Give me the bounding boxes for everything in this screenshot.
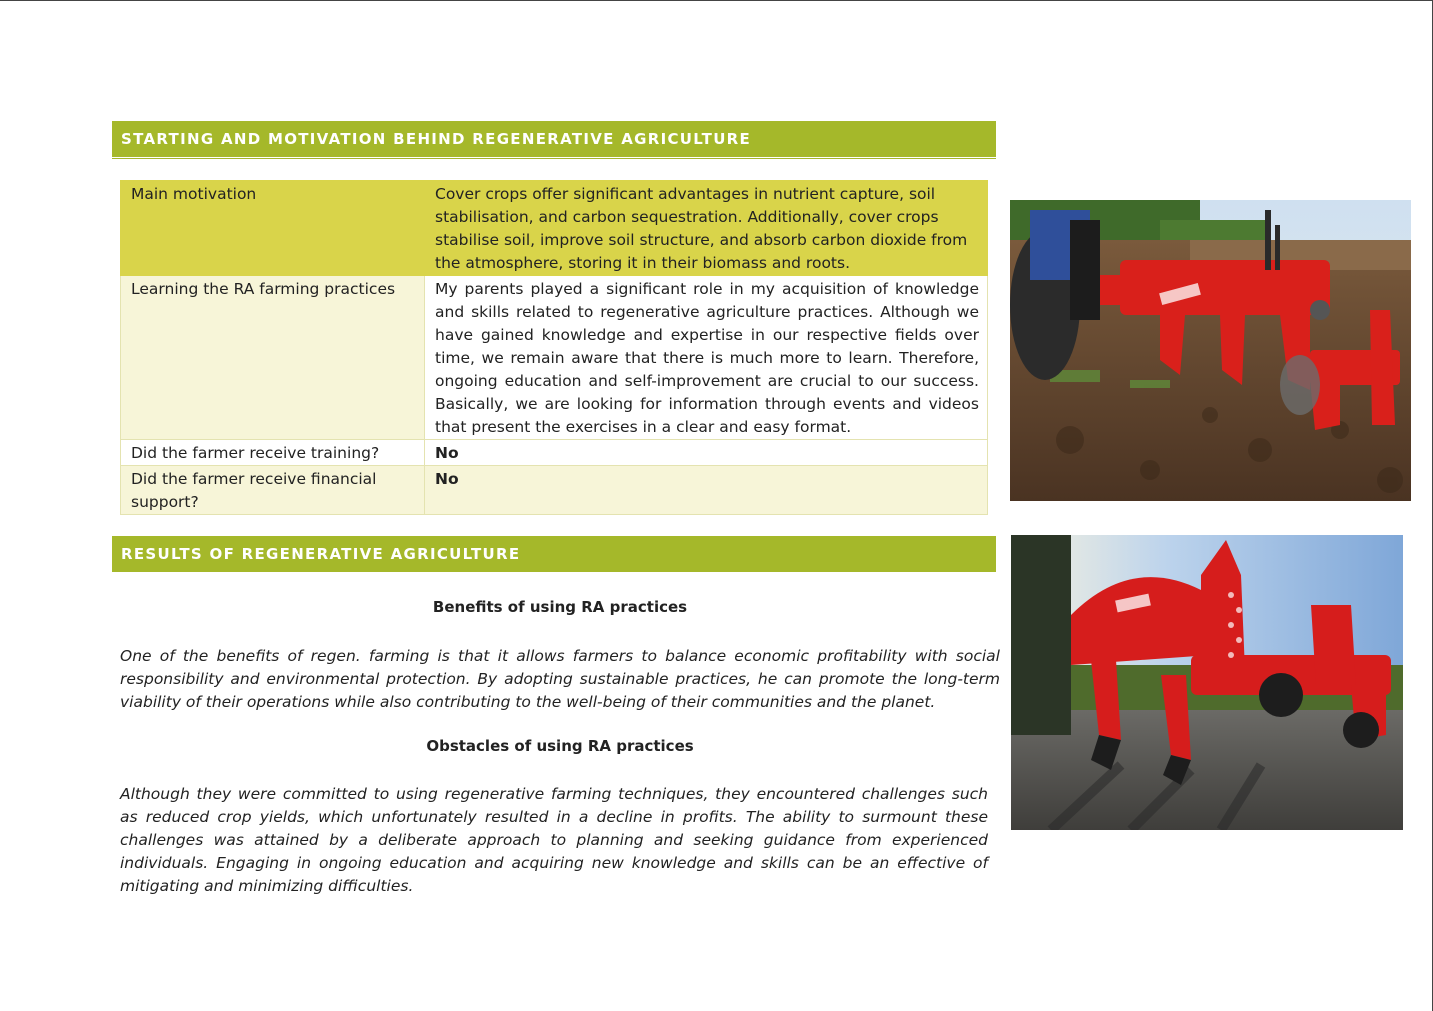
obstacles-text: Although they were committed to using regenerative farming techniques, they encountered challenges such as reduced crop yields, which unfortunately resulted in a decline in profits. The ability to surmount these challenges was attained by a deliberate approach to planning and seeking guidance from experienced individuals. Engaging in ongoing education and acquiring new knowledge and skills can be an effective of mitigating and minimizing difficulties. <box>120 785 988 895</box>
table-row-label: Did the farmer receive financial support? <box>121 466 425 515</box>
results-section-title: RESULTS OF REGENERATIVE AGRICULTURE <box>121 545 521 563</box>
motivation-table <box>120 180 988 515</box>
table-row-value: No <box>425 466 988 515</box>
benefits-heading: Benefits of using RA practices <box>432 598 688 616</box>
header-underline <box>112 158 996 159</box>
table-row-label: Main motivation <box>121 181 425 276</box>
motivation-section-title: STARTING AND MOTIVATION BEHIND REGENERATIVE AGRICULTURE <box>121 130 752 148</box>
table-row-label: Learning the RA farming practices <box>121 276 425 440</box>
motivation-section-header <box>112 121 996 157</box>
table-row-label: Did the farmer receive training? <box>121 440 425 466</box>
cultivator-closeup-photo <box>1011 535 1403 830</box>
page-border-top <box>0 0 1433 1</box>
table-row-value: My parents played a significant role in my acquisition of knowledge and skills related to regenerative agriculture practices. Although we have gained knowledge and expertise in our respective fields over time, we remain aware that there is much more to learn. Therefore, ongoing education and self-improvement are crucial to our success. Basically, we are looking for information through events and videos that present the exercises in a clear and easy format. <box>425 276 988 440</box>
obstacles-heading: Obstacles of using RA practices <box>426 737 694 755</box>
table-row <box>121 440 988 466</box>
benefits-text: One of the benefits of regen. farming is that it allows farmers to balance economic profitability with social responsibility and environmental protection. By adopting sustainable practices, he can promote the long-term viability of their operations while also contributing to the well-being of their communities and the planet. <box>120 647 1000 711</box>
table-row-value: Cover crops offer significant advantages in nutrient capture, soil stabilisation, and carbon sequestration. Additionally, cover crops stabilise soil, improve soil structure, and absorb carbon dioxide from the atmosphere, storing it in their biomass and roots. <box>425 181 988 276</box>
table-row <box>121 276 988 440</box>
table-row <box>121 181 988 276</box>
table-row-value: No <box>425 440 988 466</box>
field-cultivator-photo <box>1010 200 1411 501</box>
table-row <box>121 466 988 515</box>
results-section-header <box>112 536 996 572</box>
